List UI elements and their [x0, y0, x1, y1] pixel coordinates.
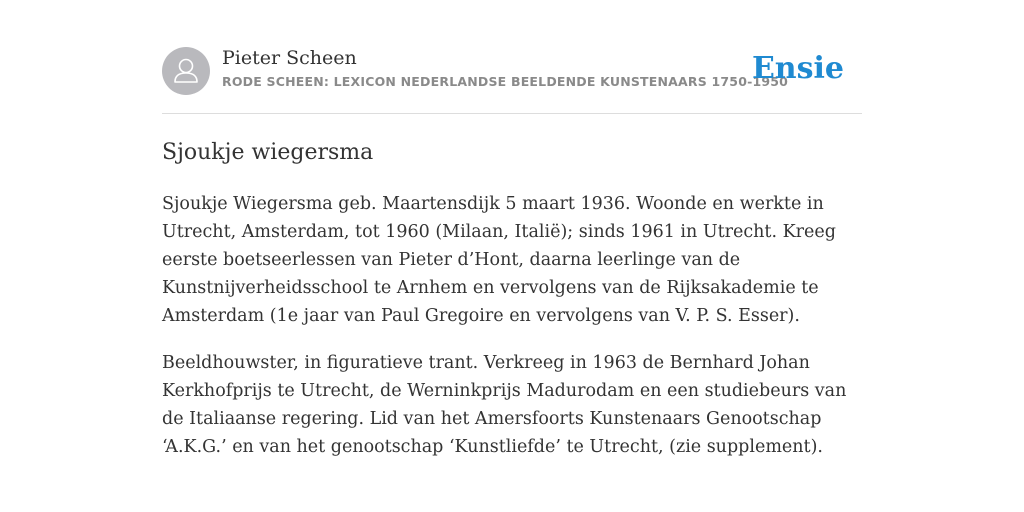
article-title: Sjoukje wiegersma — [162, 140, 374, 165]
header — [162, 46, 862, 96]
source-title[interactable]: RODE SCHEEN: LEXICON NEDERLANDSE BEELDENDE KUNSTENAARS 1750-1950 — [222, 74, 789, 89]
article-paragraph: Sjoukje Wiegersma geb. Maartensdijk 5 maart 1936. Woonde en werkte in Utrecht, Amsterdam, tot 1960 (Milaan, Italië); sinds 1961 in Utrecht. Kreeg eerste boetseerlessen van Pieter d’Hont, daarna leerlinge van de Kunstnijverheidsschool te Arnhem en vervolgens van de Rijksakademie te Amsterdam (1e jaar van Paul Gregoire en vervolgens van V. P. S. Esser). — [162, 194, 836, 326]
article-paragraph: Beeldhouwster, in figuratieve trant. Verkreeg in 1963 de Bernhard Johan Kerkhofprijs te Utrecht, de Werninkprijs Madurodam en een studiebeurs van de Italiaanse regering. Lid van het Amersfoorts Kunstenaars Genootschap ‘A.K.G.’ en van het genootschap ‘Kunstliefde’ te Utrecht, (zie supplement). — [162, 353, 847, 457]
article-body — [162, 190, 868, 480]
header-divider — [162, 113, 862, 114]
avatar[interactable] — [162, 47, 210, 95]
user-icon — [162, 47, 210, 95]
ensie-logo[interactable]: Ensie — [751, 51, 844, 86]
author-name[interactable]: Pieter Scheen — [222, 47, 357, 69]
